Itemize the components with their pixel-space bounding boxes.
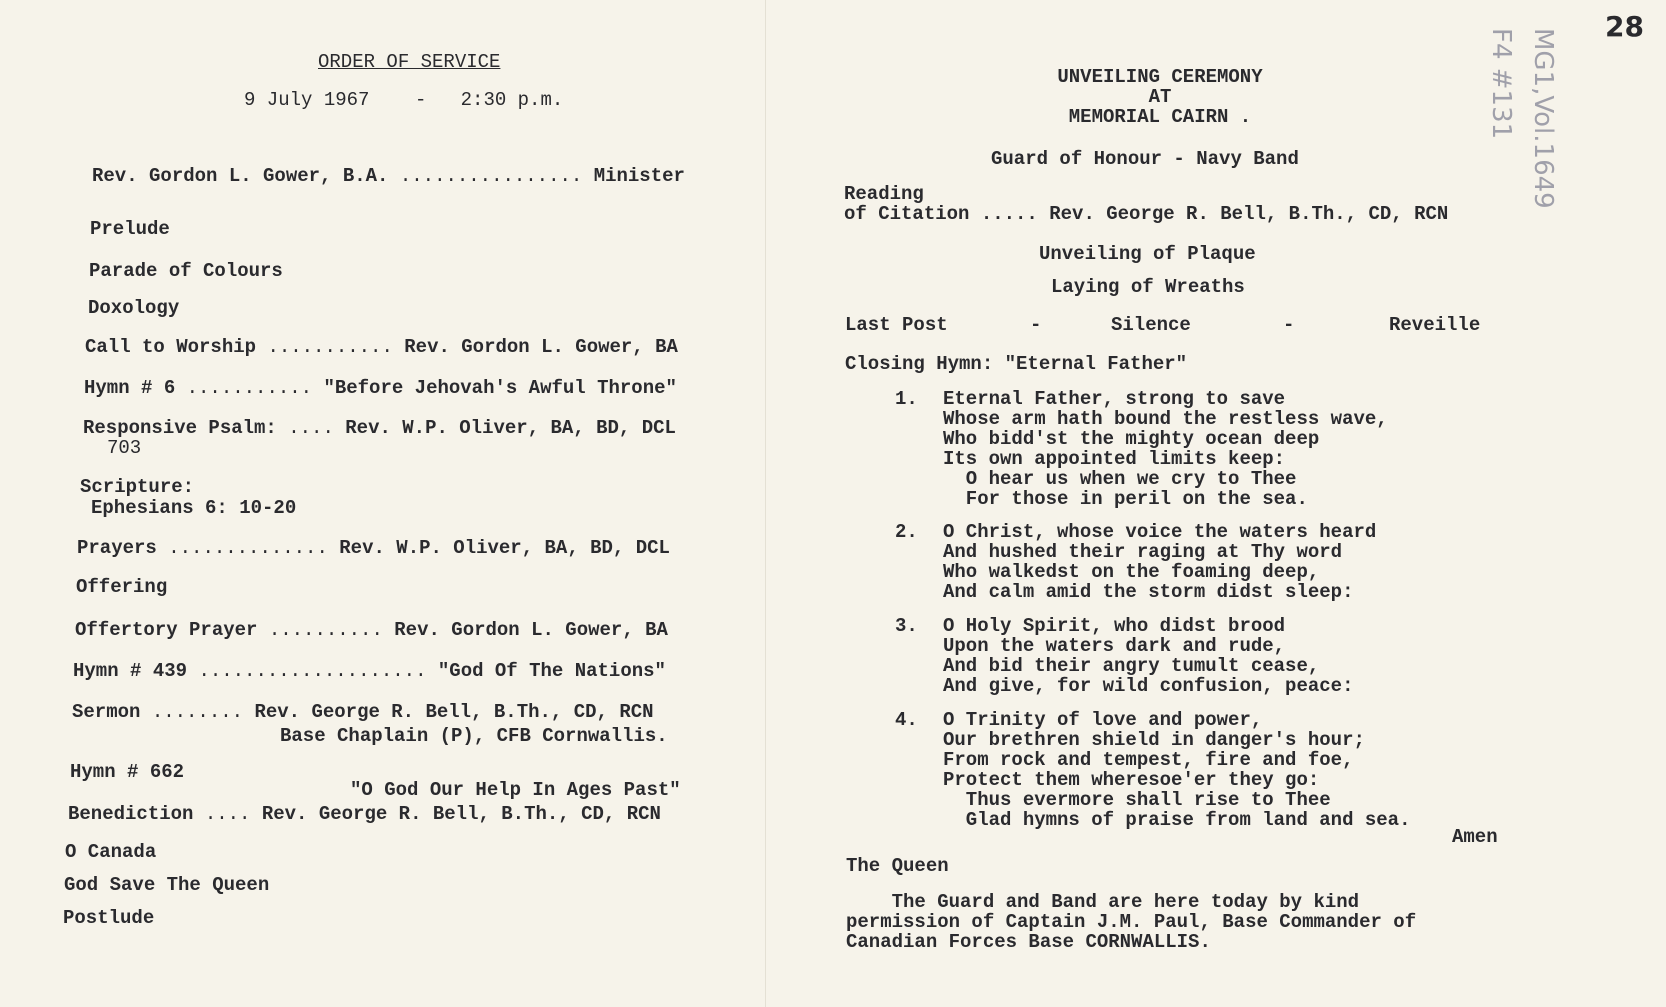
item-label: Hymn # 6 [84, 377, 176, 399]
verse-line: Whose arm hath bound the restless wave, [943, 408, 1388, 430]
item-value: Rev. W.P. Oliver, BA, BD, DCL [339, 537, 670, 559]
archive-ref-volume: MG1,Vol.1649 [1528, 28, 1558, 209]
laying-of-wreaths: Laying of Wreaths [1051, 276, 1245, 298]
verse-line: Who walkedst on the foaming deep, [943, 561, 1320, 583]
verse-number: 4. [895, 709, 918, 731]
verse-line: For those in peril on the sea. [943, 488, 1308, 510]
leader-dots: ................ [399, 165, 583, 187]
item-postlude: Postlude [63, 907, 155, 929]
item-prayers [77, 538, 670, 558]
item-sermon [72, 702, 654, 722]
item-value: "Before Jehovah's Awful Throne" [323, 377, 677, 399]
item-label: Benediction [68, 803, 194, 825]
item-benediction [68, 804, 661, 824]
item-value: Rev. W.P. Oliver, BA, BD, DCL [345, 417, 676, 439]
note-line: Canadian Forces Base CORNWALLIS. [846, 931, 1211, 953]
archive-ref-file: F4 #131 [1486, 28, 1516, 140]
unveiling-of-plaque: Unveiling of Plaque [1039, 243, 1256, 265]
item-parade-of-colours: Parade of Colours [89, 260, 283, 282]
minister-name: Rev. Gordon L. Gower, B.A. [92, 165, 389, 187]
verse-line: And hushed their raging at Thy word [943, 541, 1343, 563]
verse-line: Upon the waters dark and rude, [943, 635, 1286, 657]
item-god-save-the-queen: God Save The Queen [64, 874, 270, 896]
leader-dots: .... [204, 803, 251, 825]
verse-line: And give, for wild confusion, peace: [943, 675, 1354, 697]
the-queen: The Queen [846, 855, 949, 877]
ceremony-title-1: UNVEILING CEREMONY [1057, 66, 1263, 88]
verse-line: Who bidd'st the mighty ocean deep [943, 428, 1320, 450]
item-scripture: Scripture: [80, 476, 195, 498]
verse-line: O Trinity of love and power, [943, 709, 1263, 731]
verse-line: And calm amid the storm didst sleep: [943, 581, 1354, 603]
verse-line: Eternal Father, strong to save [943, 388, 1286, 410]
item-value: "God Of The Nations" [437, 660, 666, 682]
item-offering: Offering [76, 576, 168, 598]
item-label: Responsive Psalm: [83, 417, 277, 439]
item-value: "O God Our Help In Ages Past" [350, 779, 681, 801]
verse-line: Protect them wheresoe'er they go: [943, 769, 1320, 791]
verse-line: Our brethren shield in danger's hour; [943, 729, 1365, 751]
minister-role: Minister [593, 165, 685, 187]
verse-line: And bid their angry tumult cease, [943, 655, 1320, 677]
item-call-to-worship [85, 337, 678, 357]
item-label: Call to Worship [85, 336, 257, 358]
item-label: Offertory Prayer [75, 619, 258, 641]
last-post: Last Post [845, 314, 948, 336]
item-o-canada: O Canada [65, 841, 157, 863]
dash-2: - [1283, 314, 1295, 336]
ceremony-title-3: MEMORIAL CAIRN . [1068, 106, 1252, 128]
verse-line: From rock and tempest, fire and foe, [943, 749, 1354, 771]
verse-line: Glad hymns of praise from land and sea. [943, 809, 1411, 831]
leader-dots: ........... [186, 377, 313, 399]
item-label: Sermon [72, 701, 141, 723]
reading-line-1: Reading [844, 183, 924, 205]
closing-hymn: Closing Hymn: "Eternal Father" [845, 353, 1188, 375]
verse-line: Its own appointed limits keep: [943, 448, 1286, 470]
verse-line: O Christ, whose voice the waters heard [943, 521, 1377, 543]
order-of-service-title: ORDER OF SERVICE [318, 51, 501, 73]
service-date: 9 July 1967 - 2:30 p.m. [244, 89, 564, 111]
item-value: Rev. Gordon L. Gower, BA [404, 336, 678, 358]
item-value: Rev. Gordon L. Gower, BA [394, 619, 668, 641]
scripture-reference: Ephesians 6: 10-20 [91, 497, 297, 519]
item-label: Hymn # 439 [73, 660, 188, 682]
note-line: permission of Captain J.M. Paul, Base Commander of [846, 911, 1417, 933]
item-responsive-psalm [83, 418, 676, 438]
verse-number: 3. [895, 615, 918, 637]
item-hymn-6 [84, 378, 677, 398]
amen: Amen [1452, 826, 1498, 848]
leader-dots: ........... [267, 336, 393, 358]
verse-line: O Holy Spirit, who didst brood [943, 615, 1286, 637]
verse-line: O hear us when we cry to Thee [943, 468, 1297, 490]
psalm-number: 703 [107, 437, 142, 459]
item-label: Hymn # 662 [70, 761, 185, 783]
item-label: Prayers [77, 537, 157, 559]
note-line: The Guard and Band are here today by kind [846, 891, 1360, 913]
dash-1: - [1030, 314, 1042, 336]
sermon-chaplain-line: Base Chaplain (P), CFB Cornwallis. [280, 725, 668, 747]
item-value: Rev. George R. Bell, B.Th., CD, RCN [261, 803, 661, 825]
leader-dots: .............. [168, 537, 328, 559]
item-offertory-prayer [75, 620, 668, 640]
verse-number: 1. [895, 388, 918, 410]
item-prelude: Prelude [90, 218, 170, 240]
item-hymn-439 [73, 661, 666, 681]
leader-dots: .... [288, 417, 334, 439]
verse-number: 2. [895, 521, 918, 543]
verse-line: Thus evermore shall rise to Thee [943, 789, 1331, 811]
reveille: Reveille [1389, 314, 1481, 336]
page-fold [765, 0, 766, 1007]
leader-dots: .......... [268, 619, 383, 641]
item-hymn-662 [70, 761, 681, 801]
silence: Silence [1111, 314, 1191, 336]
minister-line [92, 166, 685, 186]
reading-line-2: of Citation ..... Rev. George R. Bell, B.Th., CD, RCN [844, 203, 1449, 225]
item-doxology: Doxology [88, 297, 180, 319]
leader-dots: .................... [198, 660, 427, 682]
leader-dots: ........ [151, 701, 244, 723]
item-value: Rev. George R. Bell, B.Th., CD, RCN [254, 701, 654, 723]
ceremony-title-2: AT [1148, 86, 1172, 108]
page-mark: 28 [1605, 10, 1644, 43]
guard-of-honour: Guard of Honour - Navy Band [991, 148, 1299, 170]
